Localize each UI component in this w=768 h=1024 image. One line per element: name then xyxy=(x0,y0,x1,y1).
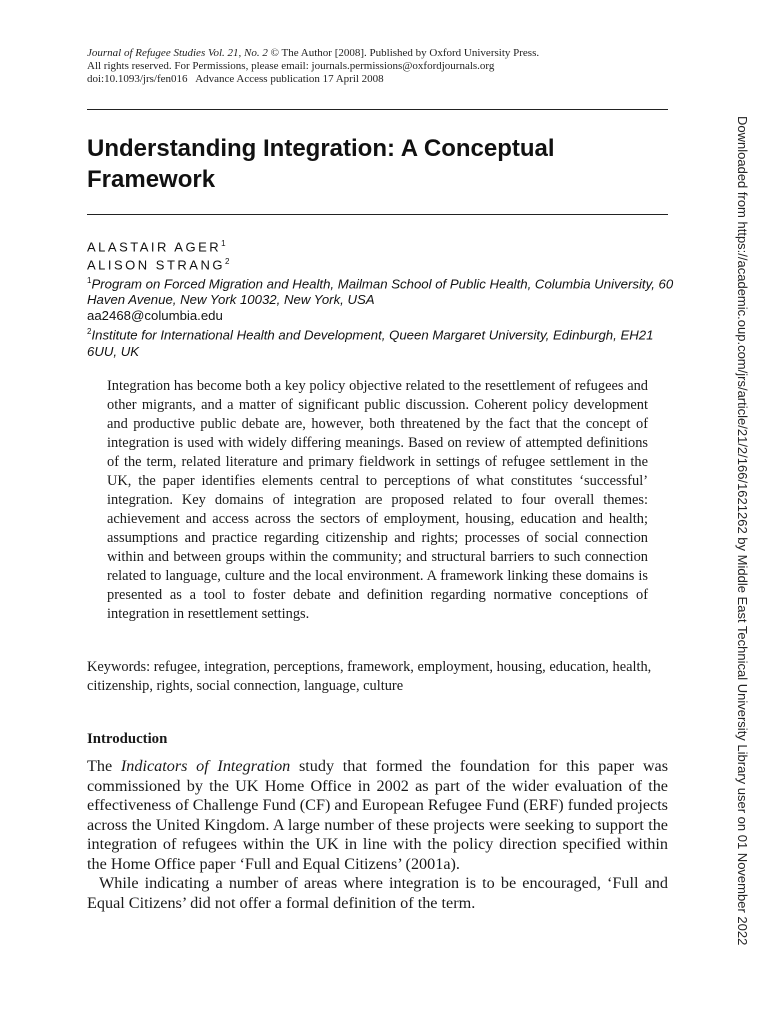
download-watermark: Downloaded from https://academic.oup.com/jrs/article/21/2/166/1621262 by Middle East Technical University Library user on 01 November 2022 xyxy=(735,116,750,946)
author xyxy=(87,236,229,254)
journal-citation-line xyxy=(87,47,687,60)
author-sup: 2 xyxy=(224,257,230,267)
affiliation-text: Institute for International Health and Development, Queen Margaret University, Edinburgh, EH21 6UU, UK xyxy=(87,327,654,359)
paragraph-text: study that formed the foundation for this paper was commissioned by the UK Home Office in 2002 as part of the wider evaluation of the effectiveness of Challenge Fund (CF) and European Refugee Fund (ERF) funded projects across the United Kingdom. A large number of these projects were seeking to support the integration of refugees within the UK in line with the policy direction specified within the Home Office paper ‘Full and Equal Citizens’ (2001a). xyxy=(87,757,669,873)
paragraph-start: The xyxy=(87,757,113,775)
affiliation-sup: 2 xyxy=(87,327,92,337)
paragraph: While indicating a number of areas where integration is to be encouraged, ‘Full and Equal Citizens’ did not offer a formal definition of the term. xyxy=(87,874,668,912)
advance-access: Advance Access publication 17 April 2008 xyxy=(195,73,384,85)
affiliation xyxy=(87,273,677,308)
title-divider xyxy=(87,214,668,215)
author-email[interactable]: aa2468@columbia.edu xyxy=(87,308,223,324)
affiliation xyxy=(87,324,677,359)
copyright-notice: © The Author [2008]. Published by Oxford University Press. xyxy=(270,47,540,59)
journal-name: Journal of Refugee Studies Vol. 21, No. 2 xyxy=(87,47,268,59)
affiliation-text: Program on Forced Migration and Health, Mailman School of Public Health, Columbia University, 60 Haven Avenue, New York 10032, New York, USA xyxy=(87,276,674,308)
author-name: ALASTAIR AGER xyxy=(87,239,222,255)
affiliations xyxy=(87,273,677,360)
keywords: Keywords: refugee, integration, perceptions, framework, employment, housing, education, health, citizenship, rights, social connection, language, culture xyxy=(87,659,652,694)
paragraph xyxy=(87,757,668,874)
paper-title: Understanding Integration: A Conceptual Framework xyxy=(87,135,555,193)
author-name: ALISON STRANG xyxy=(87,257,225,273)
journal-header xyxy=(87,47,687,86)
permissions-line: All rights reserved. For Permissions, please email: journals.permissions@oxfordjournals.org xyxy=(87,60,495,72)
doi-line xyxy=(87,73,687,86)
author xyxy=(87,254,229,272)
author-list xyxy=(87,236,229,273)
doi: doi:10.1093/jrs/fen016 xyxy=(87,73,188,85)
introduction-body xyxy=(87,757,668,913)
section-heading: Introduction xyxy=(87,731,168,747)
author-sup: 1 xyxy=(221,239,226,248)
abstract: Integration has become both a key policy objective related to the resettlement of refugees and other migrants, and a matter of significant public discussion. Coherent policy development and productive public debate are, however, both threatened by the fact that the concept of integration is used with widely differing meanings. Based on review of attempted definitions of the term, related literature and primary fieldwork in settings of refugee settlement in the UK, the paper identifies elements central to perceptions of what constitutes ‘successful’ integration. Key domains of integration are proposed related to four overall themes: achievement and access across the sectors of employment, housing, education and health; assumptions and practice regarding citizenship and rights; processes of social connection within and between groups within the community; and structural barriers to such connection related to language, culture and the local environment. A framework linking these domains is presented as a tool to foster debate and definition regarding normative conceptions of integration in resettlement settings. xyxy=(107,378,648,622)
top-divider xyxy=(87,109,668,110)
affiliation-sup: 1 xyxy=(87,276,92,285)
study-title: Indicators of Integration xyxy=(120,757,291,775)
